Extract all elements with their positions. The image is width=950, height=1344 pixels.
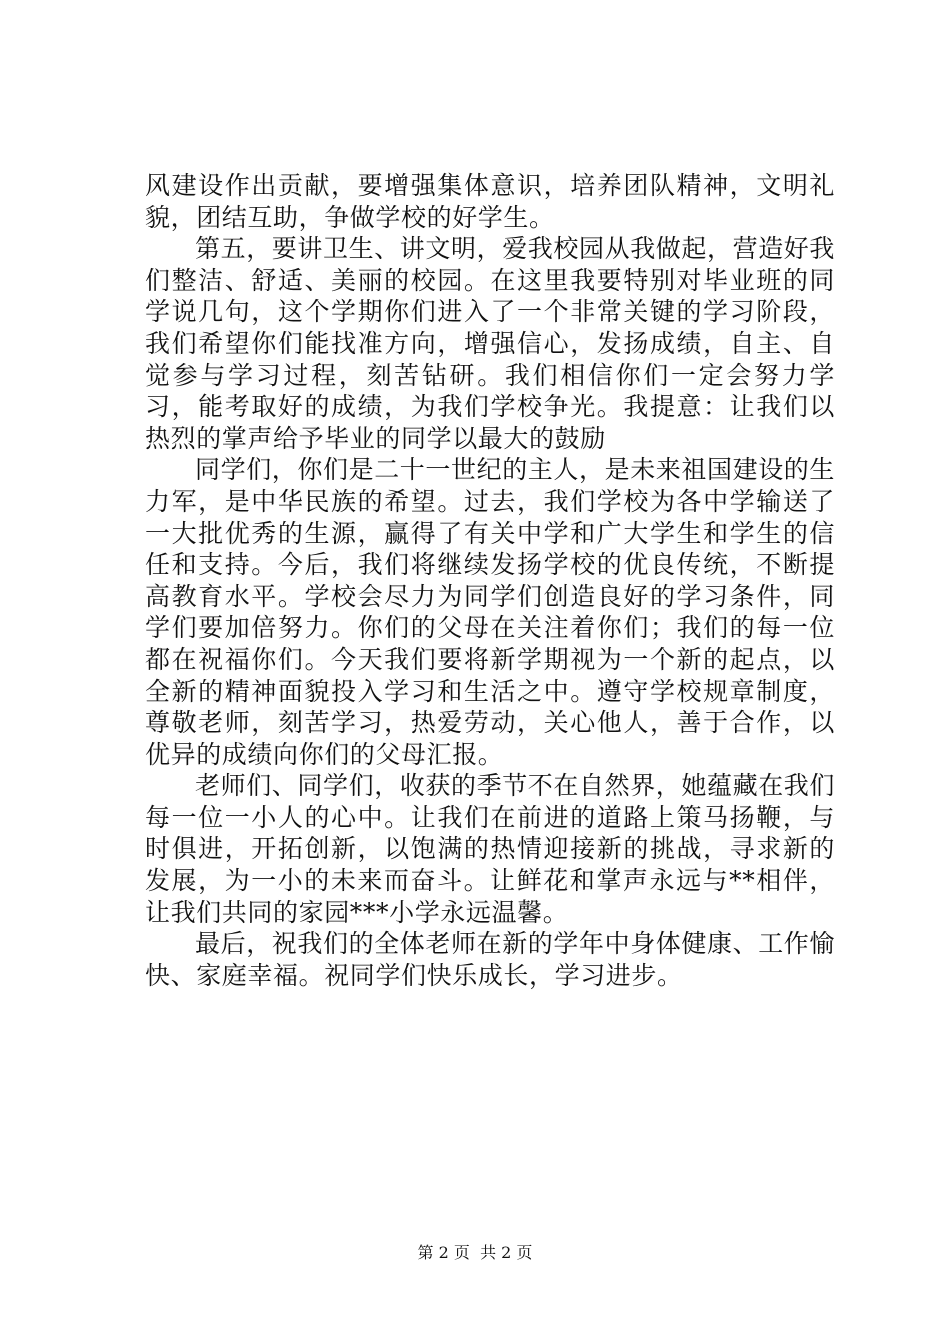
paragraph-2: 第五，要讲卫生、讲文明，爱我校园从我做起，营造好我们整洁、舒适、美丽的校园。在这里我要特别对毕业班的同学说几句，这个学期你们进入了一个非常关键的学习阶段，我们希望你们能找准方向，增强信心，发扬成绩，自主、自觉参与学习过程，刻苦钻研。我们相信你们一定会努力学习，能考取好的成绩，为我们学校争光。我提意：让我们以热烈的掌声给予毕业的同学以最大的鼓励 <box>145 234 836 453</box>
document-body <box>145 170 835 991</box>
page-footer: 第 2 页 共 2 页 <box>417 1243 533 1262</box>
paragraph-1: 风建设作出贡献，要增强集体意识，培养团队精神，文明礼貌，团结互助，争做学校的好学生。 <box>145 171 835 232</box>
paragraph-3: 同学们，你们是二十一世纪的主人，是未来祖国建设的生力军，是中华民族的希望。过去，我们学校为各中学输送了一大批优秀的生源，赢得了有关中学和广大学生和学生的信任和支持。今后，我们将继续发扬学校的优良传统，不断提高教育水平。学校会尽力为同学们创造良好的学习条件，同学们要加倍努力。你们的父母在关注着你们；我们的每一位都在祝福你们。今天我们要将新学期视为一个新的起点，以全新的精神面貌投入学习和生活之中。遵守学校规章制度，尊敬老师，刻苦学习，热爱劳动，关心他人，善于合作，以优异的成绩向你们的父母汇报。 <box>145 455 836 769</box>
paragraph-4: 老师们、同学们，收获的季节不在自然界，她蕴藏在我们每一位一小人的心中。让我们在前进的道路上策马扬鞭，与时俱进，开拓创新，以饱满的热情迎接新的挑战，寻求新的发展，为一小的未来而奋斗。让鲜花和掌声永远与**相伴，让我们共同的家园***小学永远温馨。 <box>145 771 836 927</box>
paragraph-5: 最后，祝我们的全体老师在新的学年中身体健康、工作愉快、家庭幸福。祝同学们快乐成长，学习进步。 <box>145 929 836 990</box>
